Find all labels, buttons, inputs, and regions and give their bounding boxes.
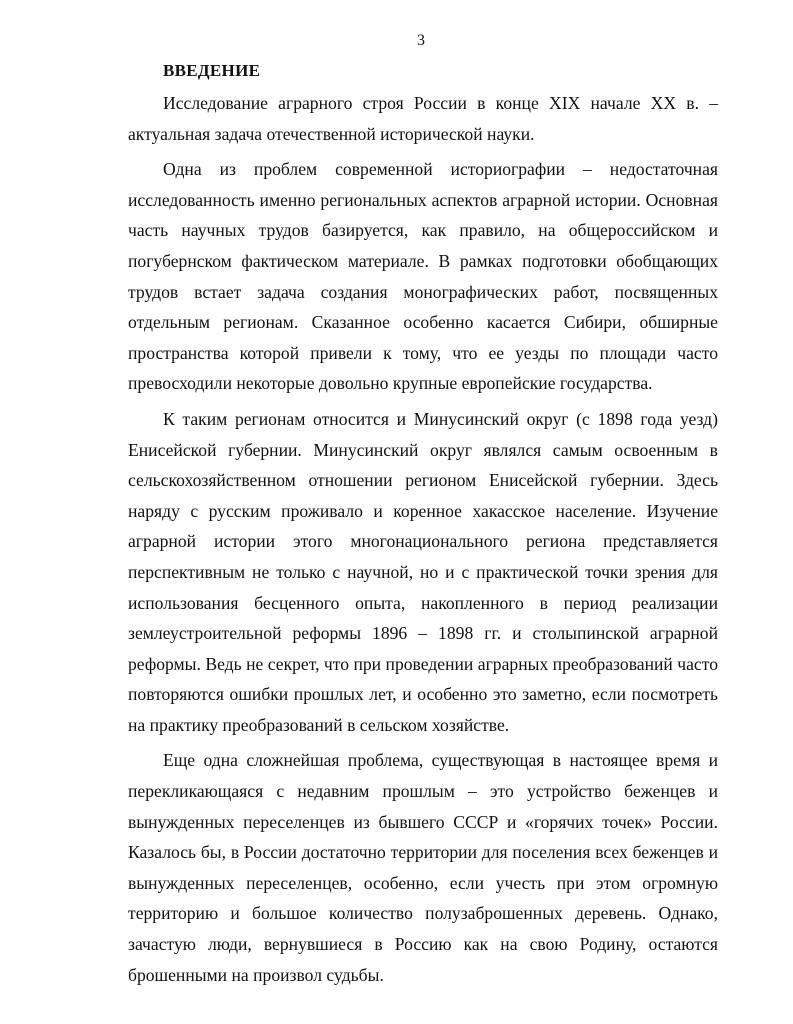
paragraph-3: К таким регионам относится и Минусинский округ (с 1898 года уезд) Енисейской губернии. Минусинский округ являлся самым освоенным в сельскохозяйственном отношении регионом Енисейской губернии. Здесь наряду с русским проживало и коренное хакасское население. Изучение аграрной истории этого многонационального региона представляется перспективным не только с научной, но и с практической точки зрения для использования бесценного опыта, накопленного в период реализации землеустроительной реформы 1896 – 1898 гг. и столыпинской аграрной реформы. Ведь не секрет, что при проведении аграрных преобразований часто повторяются ошибки прошлых лет, и особенно это заметно, если посмотреть на практику преобразований в сельском хозяйстве.	[128, 408, 718, 735]
page-number: 3	[417, 32, 425, 49]
paragraph-1: Исследование аграрного строя России в конце XIX начале XX в. – актуальная задача отечественной исторической науки.	[128, 93, 718, 144]
paragraph-4: Еще одна сложнейшая проблема, существующая в настоящее время и перекликающаяся с недавним прошлым – это устройство беженцев и вынужденных переселенцев из бывшего СССР и «горячих точек» России. Казалось бы, в России достаточно территории для поселения всех беженцев и вынужденных переселенцев, особенно, если учесть при этом огромную территорию и большое количество полузаброшенных деревень. Однако, зачастую люди, вернувшиеся в Россию как на свою Родину, остаются брошенными на произвол судьбы.	[128, 750, 718, 985]
section-heading: ВВЕДЕНИЕ	[163, 61, 261, 80]
body-text	[128, 88, 718, 995]
paragraph-2: Одна из проблем современной историографии – недостаточная исследованность именно региональных аспектов аграрной истории. Основная часть научных трудов базируется, как правило, на общероссийском и погубернском фактическом материале. В рамках подготовки обобщающих трудов встает задача создания монографических работ, посвященных отдельным регионам. Сказанное особенно касается Сибири, обширные пространства которой привели к тому, что ее уезды по площади часто превосходили некоторые довольно крупные европейские государства.	[128, 159, 718, 394]
